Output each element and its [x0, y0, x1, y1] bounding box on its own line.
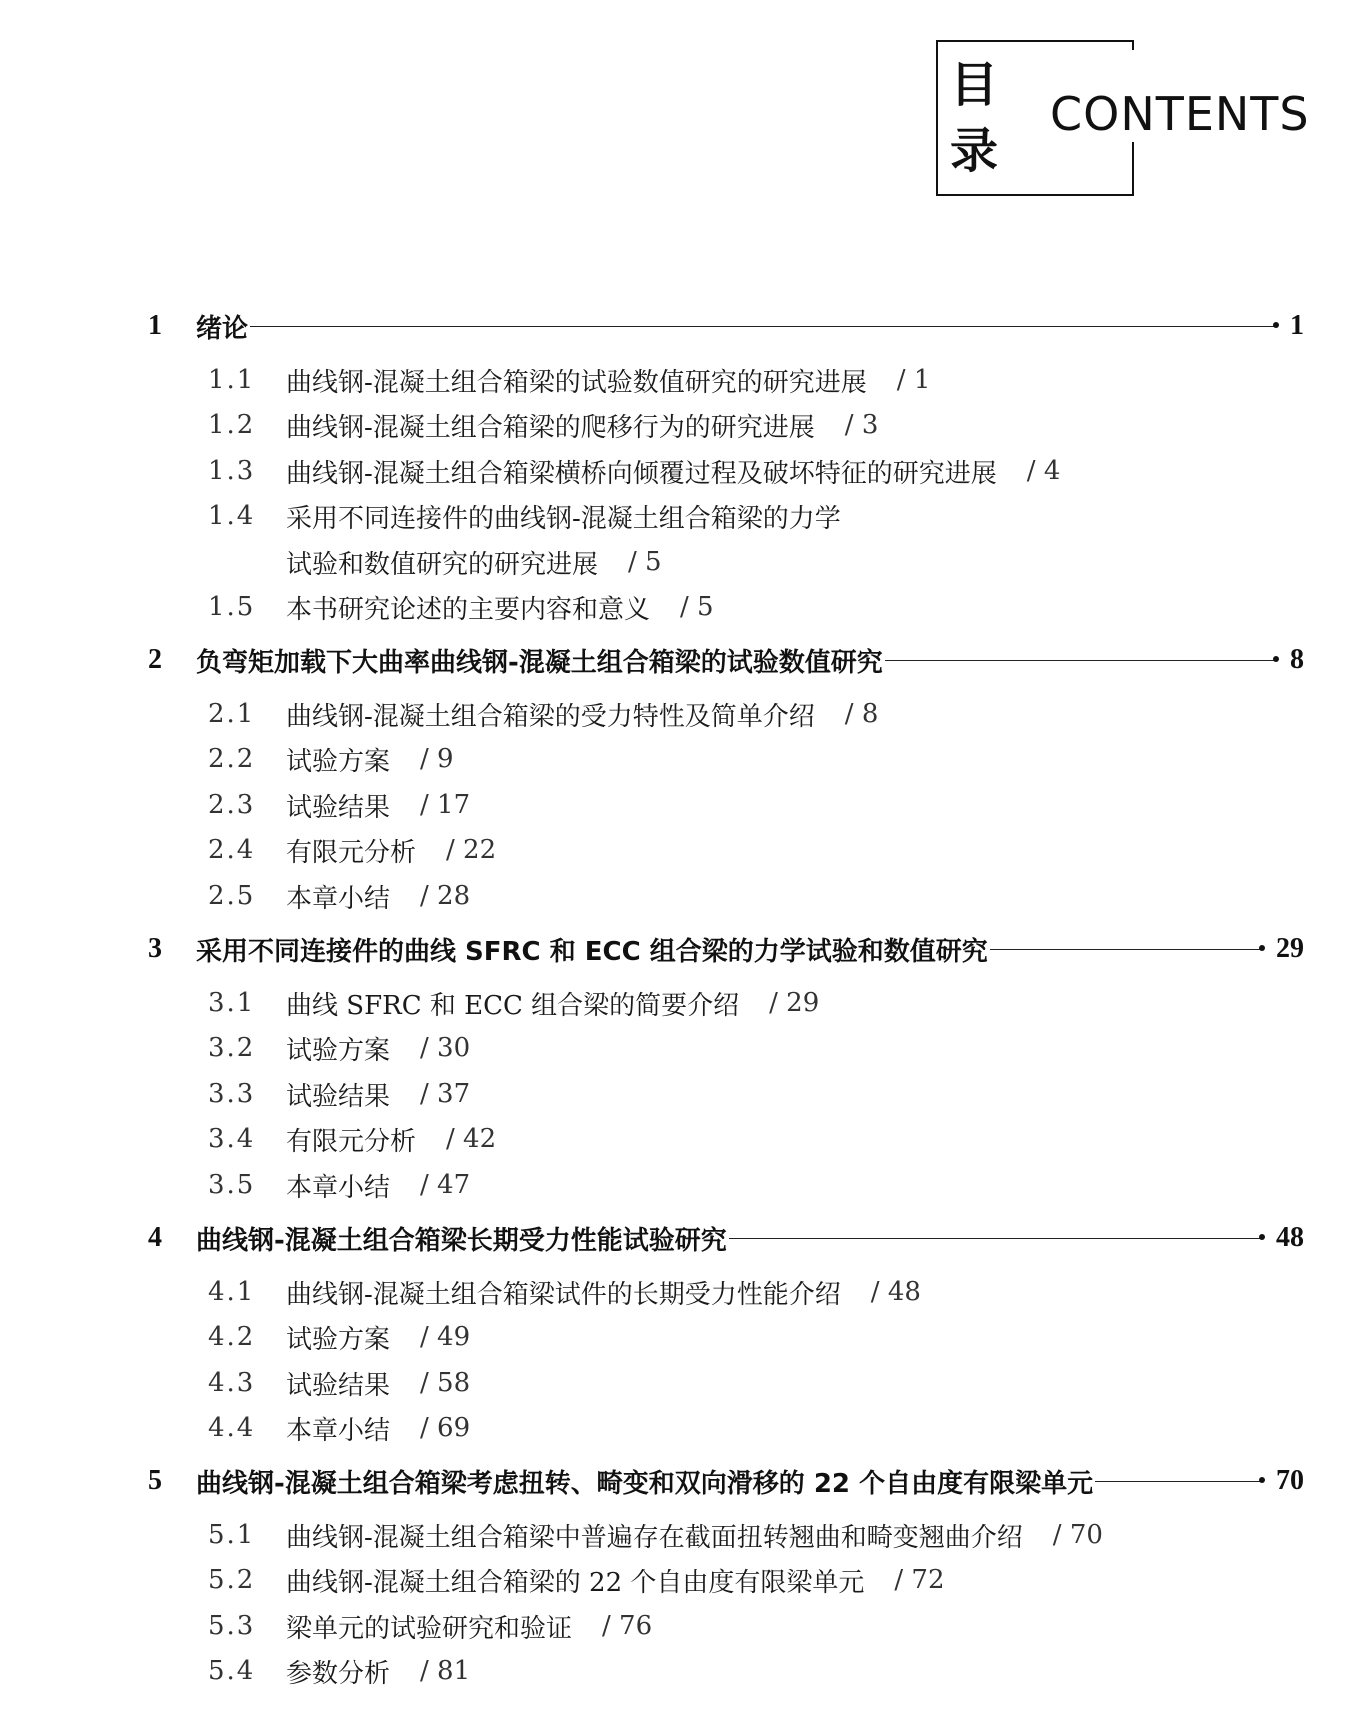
- section-title: 试验结果: [286, 792, 391, 823]
- section-number: 1.5: [208, 592, 256, 622]
- section-title: 试验结果: [286, 1081, 391, 1112]
- section-page: / 9: [420, 744, 454, 774]
- toc-section-1-3[interactable]: [208, 451, 1060, 491]
- chapter-number: 2: [148, 644, 162, 675]
- section-page: / 5: [628, 547, 662, 577]
- header-cn-char-1: 目: [950, 57, 999, 113]
- section-number: 3.1: [208, 988, 256, 1018]
- section-number: 2.4: [208, 835, 256, 865]
- section-number: 4.3: [208, 1368, 256, 1398]
- chapter-title: 采用不同连接件的曲线 SFRC 和 ECC 组合梁的力学试验和数值研究: [196, 936, 988, 967]
- toc-section-2-4[interactable]: [208, 830, 496, 870]
- header-chinese-title: [950, 52, 1010, 184]
- section-title: 试验结果: [286, 1370, 391, 1401]
- toc-section-2-3[interactable]: [208, 785, 470, 825]
- section-page: / 42: [446, 1124, 497, 1154]
- section-title: 试验方案: [286, 1035, 391, 1066]
- section-page: / 48: [870, 1277, 921, 1307]
- section-title: 曲线钢-混凝土组合箱梁的试验数值研究的研究进展: [286, 367, 867, 398]
- toc-chapter-2[interactable]: [148, 640, 1304, 680]
- section-title: 梁单元的试验研究和验证: [286, 1613, 573, 1644]
- section-title: 参数分析: [286, 1658, 391, 1689]
- dot-leader: [990, 949, 1262, 950]
- section-title: 曲线钢-混凝土组合箱梁横桥向倾覆过程及破坏特征的研究进展: [286, 458, 997, 489]
- section-number: 3.5: [208, 1170, 256, 1200]
- toc-section-3-2[interactable]: [208, 1028, 470, 1068]
- toc-chapter-3[interactable]: [148, 929, 1304, 969]
- chapter-page: 70: [1276, 1465, 1304, 1496]
- section-page: / 3: [844, 410, 879, 440]
- section-title: 本章小结: [286, 883, 391, 914]
- toc-section-4-2[interactable]: [208, 1317, 470, 1357]
- chapter-title: 绪论: [196, 313, 249, 344]
- header-english-title: CONTENTS: [1050, 87, 1310, 141]
- section-page: / 8: [844, 699, 879, 729]
- section-page: / 37: [420, 1079, 471, 1109]
- toc-section-1-4-continued[interactable]: [286, 542, 662, 582]
- section-page: / 22: [446, 835, 497, 865]
- toc-section-3-4[interactable]: [208, 1119, 496, 1159]
- section-number: 2.3: [208, 790, 256, 820]
- section-number: 4.4: [208, 1413, 256, 1443]
- section-number: 1.3: [208, 456, 256, 486]
- chapter-page: 29: [1276, 933, 1304, 964]
- header-cn-char-2: 录: [950, 123, 999, 179]
- section-number: 3.2: [208, 1033, 256, 1063]
- section-title: 采用不同连接件的曲线钢-混凝土组合箱梁的力学: [286, 503, 841, 534]
- toc-section-1-2[interactable]: [208, 405, 878, 445]
- section-number: 5.3: [208, 1611, 256, 1641]
- section-title: 曲线钢-混凝土组合箱梁试件的长期受力性能介绍: [286, 1279, 841, 1310]
- section-title: 曲线 SFRC 和 ECC 组合梁的简要介绍: [286, 990, 740, 1021]
- toc-section-2-5[interactable]: [208, 876, 470, 916]
- section-number: 1.1: [208, 365, 256, 395]
- section-page: / 47: [420, 1170, 471, 1200]
- chapter-number: 1: [148, 310, 162, 341]
- section-page: / 58: [420, 1368, 471, 1398]
- section-title: 曲线钢-混凝土组合箱梁中普遍存在截面扭转翘曲和畸变翘曲介绍: [286, 1522, 1023, 1553]
- section-number: 4.2: [208, 1322, 256, 1352]
- chapter-number: 5: [148, 1465, 162, 1496]
- section-page: / 29: [769, 988, 820, 1018]
- toc-section-1-5[interactable]: [208, 587, 714, 627]
- section-page: / 17: [420, 790, 471, 820]
- toc-chapter-1[interactable]: [148, 306, 1304, 346]
- toc-section-5-2[interactable]: [208, 1560, 945, 1600]
- toc-section-3-1[interactable]: [208, 983, 819, 1023]
- dot-leader: [250, 326, 1276, 327]
- section-page: / 72: [894, 1565, 945, 1595]
- section-title-continued: 试验和数值研究的研究进展: [286, 549, 599, 580]
- section-title: 曲线钢-混凝土组合箱梁的 22 个自由度有限梁单元: [286, 1567, 865, 1598]
- section-number: 2.2: [208, 744, 256, 774]
- section-title: 试验方案: [286, 746, 391, 777]
- chapter-title: 曲线钢-混凝土组合箱梁考虑扭转、畸变和双向滑移的 22 个自由度有限梁单元: [196, 1468, 1094, 1499]
- toc-section-5-3[interactable]: [208, 1606, 652, 1646]
- section-title: 本章小结: [286, 1172, 391, 1203]
- chapter-title: 负弯矩加载下大曲率曲线钢-混凝土组合箱梁的试验数值研究: [196, 647, 883, 678]
- section-title: 有限元分析: [286, 1126, 417, 1157]
- toc-chapter-4[interactable]: [148, 1218, 1304, 1258]
- toc-section-5-1[interactable]: [208, 1515, 1103, 1555]
- section-number: 3.4: [208, 1124, 256, 1154]
- toc-section-5-4[interactable]: [208, 1651, 470, 1691]
- toc-section-4-4[interactable]: [208, 1408, 470, 1448]
- toc-chapter-5[interactable]: [148, 1461, 1304, 1501]
- section-number: 1.4: [208, 501, 256, 531]
- section-title: 曲线钢-混凝土组合箱梁的受力特性及简单介绍: [286, 701, 815, 732]
- toc-section-2-2[interactable]: [208, 739, 454, 779]
- section-page: / 30: [420, 1033, 471, 1063]
- section-title: 有限元分析: [286, 837, 417, 868]
- toc-section-3-3[interactable]: [208, 1074, 470, 1114]
- section-number: 2.1: [208, 699, 256, 729]
- section-title: 试验方案: [286, 1324, 391, 1355]
- section-title: 本书研究论述的主要内容和意义: [286, 594, 651, 625]
- chapter-title: 曲线钢-混凝土组合箱梁长期受力性能试验研究: [196, 1225, 727, 1256]
- section-number: 3.3: [208, 1079, 256, 1109]
- section-number: 4.1: [208, 1277, 256, 1307]
- toc-section-3-5[interactable]: [208, 1165, 470, 1205]
- section-page: / 70: [1052, 1520, 1103, 1550]
- dot-leader: [729, 1238, 1262, 1239]
- dot-leader: [885, 660, 1276, 661]
- chapter-number: 3: [148, 933, 162, 964]
- toc-section-4-3[interactable]: [208, 1363, 470, 1403]
- section-page: / 5: [680, 592, 714, 622]
- section-page: / 4: [1026, 456, 1061, 486]
- section-title: 曲线钢-混凝土组合箱梁的爬移行为的研究进展: [286, 412, 815, 443]
- toc-section-2-1[interactable]: [208, 694, 878, 734]
- dot-leader: [1095, 1481, 1262, 1482]
- section-number: 5.1: [208, 1520, 256, 1550]
- section-page: / 1: [896, 365, 931, 395]
- section-page: / 28: [420, 881, 471, 911]
- chapter-page: 8: [1290, 644, 1304, 675]
- section-page: / 81: [420, 1656, 471, 1686]
- toc-section-1-1[interactable]: [208, 360, 930, 400]
- chapter-page: 48: [1276, 1222, 1304, 1253]
- toc-section-1-4[interactable]: [208, 496, 841, 536]
- section-page: / 49: [420, 1322, 471, 1352]
- section-number: 5.4: [208, 1656, 256, 1686]
- toc-section-4-1[interactable]: [208, 1272, 921, 1312]
- section-number: 2.5: [208, 881, 256, 911]
- section-page: / 76: [602, 1611, 653, 1641]
- section-page: / 69: [420, 1413, 471, 1443]
- section-number: 1.2: [208, 410, 256, 440]
- chapter-page: 1: [1290, 310, 1304, 341]
- chapter-number: 4: [148, 1222, 162, 1253]
- section-number: 5.2: [208, 1565, 256, 1595]
- section-title: 本章小结: [286, 1415, 391, 1446]
